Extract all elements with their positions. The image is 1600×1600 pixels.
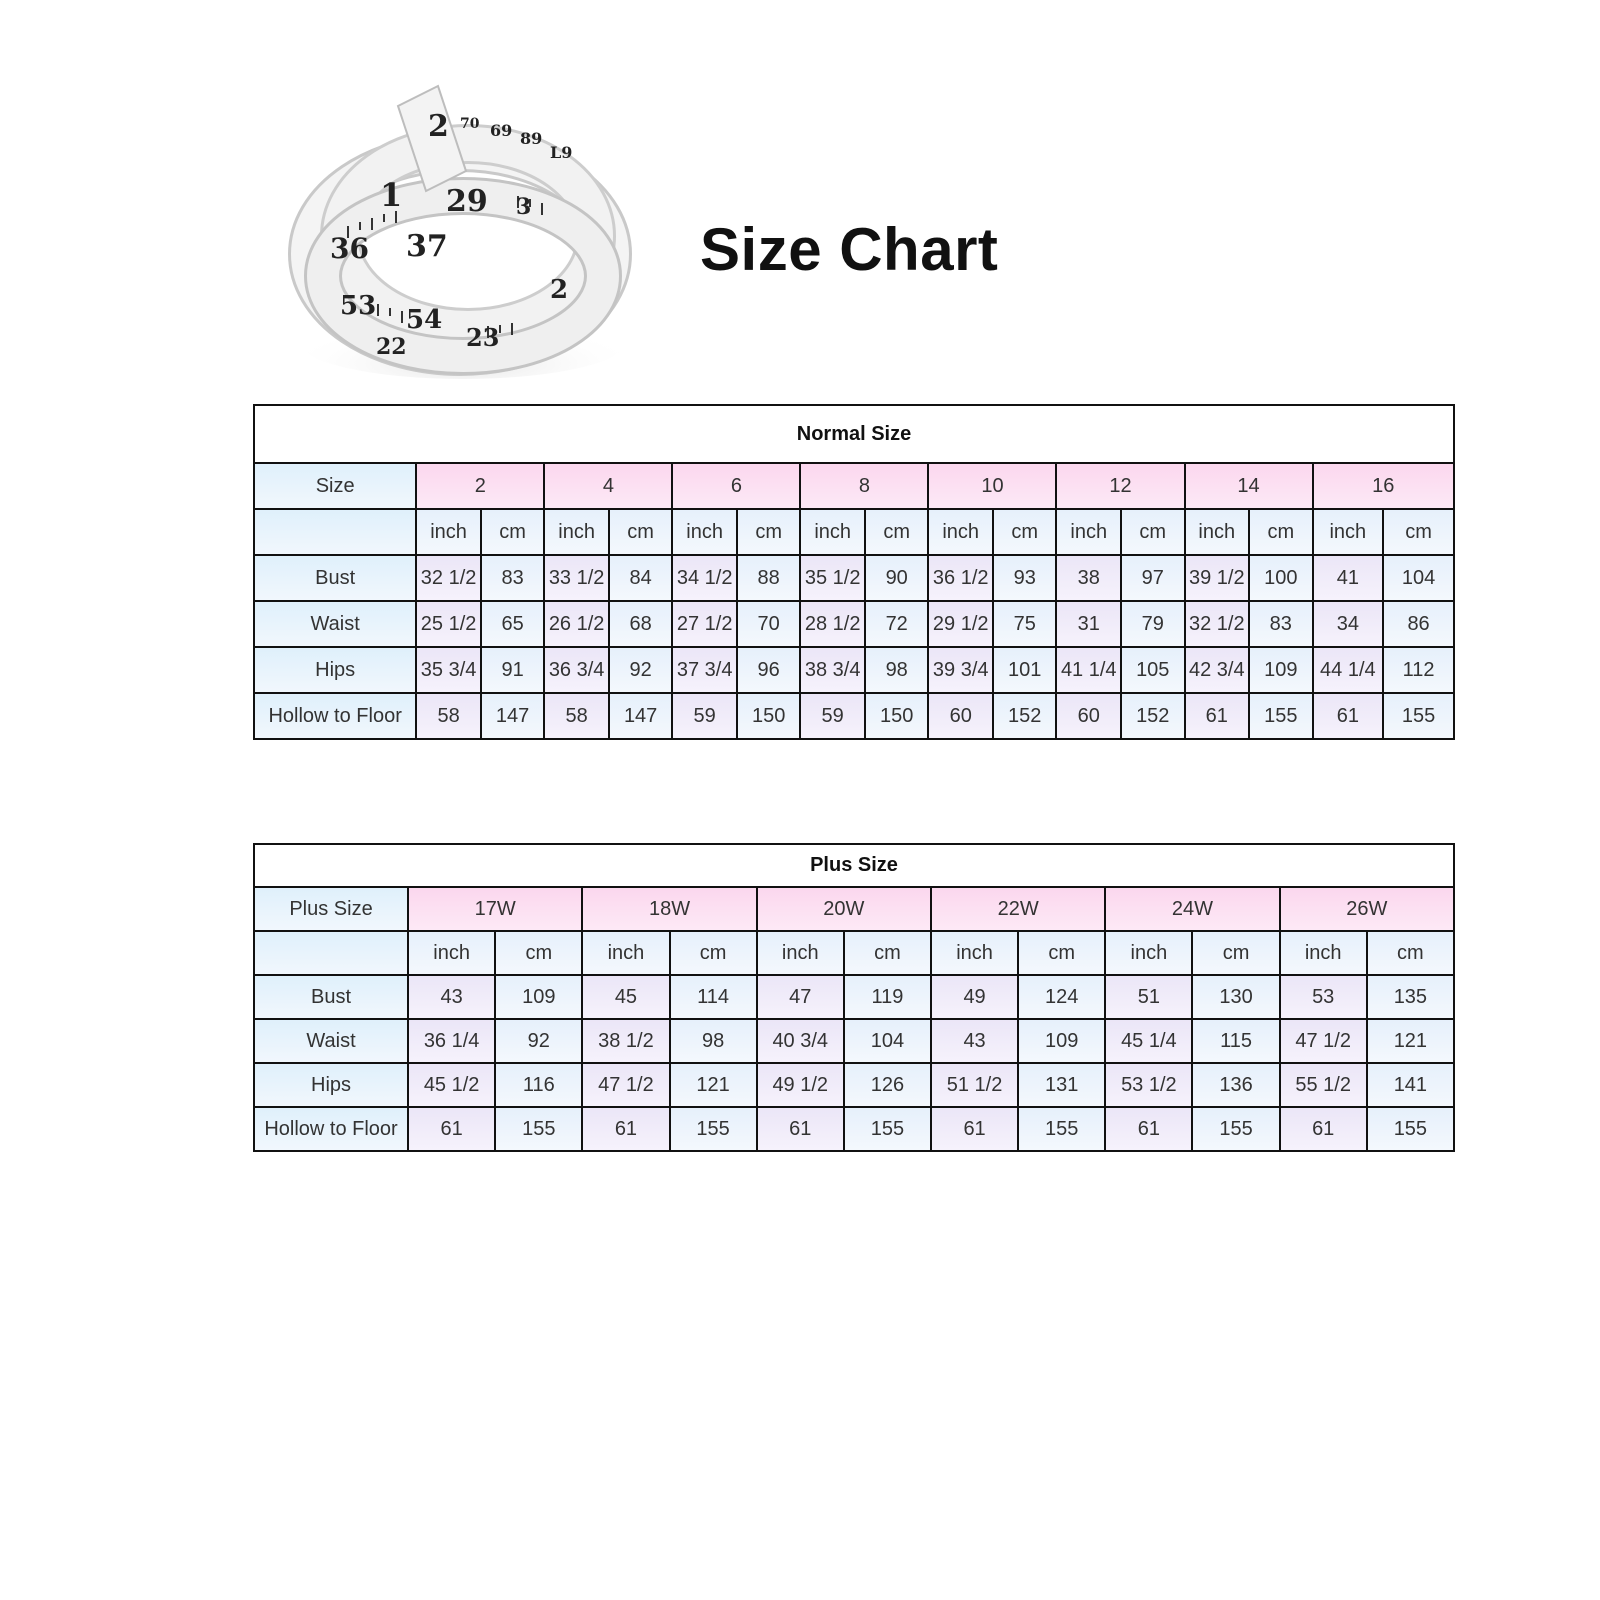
tape-number: 23 (466, 323, 500, 352)
value-waist-inch: 40 3/4 (757, 1019, 844, 1063)
value-hollow-to-floor-inch: 61 (582, 1107, 669, 1151)
value-bust-inch: 51 (1105, 975, 1192, 1019)
value-waist-inch: 31 (1056, 601, 1121, 647)
value-hips-cm: 92 (609, 647, 673, 693)
value-bust-inch: 41 (1313, 555, 1384, 601)
value-waist-cm: 65 (481, 601, 545, 647)
unit-inch: inch (800, 509, 865, 555)
table-row-waist (254, 1019, 1454, 1063)
value-hollow-to-floor-cm: 155 (1383, 693, 1454, 739)
value-bust-inch: 45 (582, 975, 669, 1019)
size-header-2: 2 (416, 463, 544, 509)
table-row-hollow-to-floor (254, 1107, 1454, 1151)
value-waist-inch: 43 (931, 1019, 1018, 1063)
size-header-14: 14 (1185, 463, 1313, 509)
tape-number: 2 (428, 109, 449, 144)
unit-inch: inch (672, 509, 737, 555)
value-waist-cm: 109 (1018, 1019, 1105, 1063)
tape-number: 69 (490, 121, 513, 140)
tape-number: 53 (340, 291, 377, 321)
value-hollow-to-floor-inch: 59 (800, 693, 865, 739)
unit-cm: cm (865, 509, 929, 555)
value-hollow-to-floor-cm: 150 (865, 693, 929, 739)
value-waist-inch: 32 1/2 (1185, 601, 1250, 647)
unit-cm: cm (737, 509, 801, 555)
unit-cm: cm (1383, 509, 1454, 555)
value-hollow-to-floor-cm: 155 (1249, 693, 1313, 739)
size-header-17w: 17W (408, 887, 582, 931)
row-label-waist: Waist (254, 1019, 408, 1063)
value-waist-cm: 68 (609, 601, 673, 647)
value-hips-inch: 53 1/2 (1105, 1063, 1192, 1107)
value-bust-cm: 84 (609, 555, 673, 601)
value-hips-cm: 91 (481, 647, 545, 693)
value-waist-cm: 75 (993, 601, 1057, 647)
unit-inch: inch (1313, 509, 1384, 555)
row-label-hollow-to-floor: Hollow to Floor (254, 1107, 408, 1151)
value-bust-inch: 49 (931, 975, 1018, 1019)
value-hips-cm: 131 (1018, 1063, 1105, 1107)
unit-inch: inch (1105, 931, 1192, 975)
tape-number: 37 (406, 229, 448, 264)
size-header-4: 4 (544, 463, 672, 509)
value-hips-inch: 41 1/4 (1056, 647, 1121, 693)
unit-inch: inch (1185, 509, 1250, 555)
unit-inch: inch (931, 931, 1018, 975)
value-waist-inch: 45 1/4 (1105, 1019, 1192, 1063)
table-row-hollow-to-floor (254, 693, 1454, 739)
tape-number: L9 (550, 143, 573, 162)
value-hips-inch: 35 3/4 (416, 647, 481, 693)
value-hips-inch: 39 3/4 (928, 647, 993, 693)
value-hollow-to-floor-inch: 61 (1280, 1107, 1367, 1151)
value-waist-cm: 79 (1121, 601, 1185, 647)
value-bust-inch: 33 1/2 (544, 555, 609, 601)
unit-header-blank (254, 931, 408, 975)
value-waist-cm: 92 (495, 1019, 582, 1063)
size-header-6: 6 (672, 463, 800, 509)
value-hips-cm: 112 (1383, 647, 1454, 693)
value-hollow-to-floor-cm: 155 (670, 1107, 757, 1151)
value-bust-cm: 109 (495, 975, 582, 1019)
unit-inch: inch (416, 509, 481, 555)
value-bust-inch: 53 (1280, 975, 1367, 1019)
unit-inch: inch (582, 931, 669, 975)
unit-cm: cm (495, 931, 582, 975)
tape-number: 2 (550, 275, 569, 305)
value-hips-inch: 55 1/2 (1280, 1063, 1367, 1107)
unit-inch: inch (544, 509, 609, 555)
value-hips-inch: 44 1/4 (1313, 647, 1384, 693)
value-hips-inch: 47 1/2 (582, 1063, 669, 1107)
unit-cm: cm (1249, 509, 1313, 555)
value-bust-cm: 83 (481, 555, 545, 601)
size-header-18w: 18W (582, 887, 756, 931)
size-header-22w: 22W (931, 887, 1105, 931)
value-hips-cm: 98 (865, 647, 929, 693)
value-hollow-to-floor-cm: 155 (1018, 1107, 1105, 1151)
value-hollow-to-floor-cm: 155 (1192, 1107, 1279, 1151)
value-bust-cm: 100 (1249, 555, 1313, 601)
table-row-hips (254, 647, 1454, 693)
value-hollow-to-floor-cm: 147 (481, 693, 545, 739)
row-label-hips: Hips (254, 647, 416, 693)
value-hollow-to-floor-inch: 61 (1313, 693, 1384, 739)
value-hollow-to-floor-inch: 60 (928, 693, 993, 739)
value-hollow-to-floor-inch: 59 (672, 693, 737, 739)
unit-inch: inch (1280, 931, 1367, 975)
value-hollow-to-floor-inch: 61 (1185, 693, 1250, 739)
table-row-bust (254, 975, 1454, 1019)
value-hollow-to-floor-inch: 58 (544, 693, 609, 739)
value-waist-cm: 104 (844, 1019, 931, 1063)
value-waist-cm: 72 (865, 601, 929, 647)
value-hips-cm: 101 (993, 647, 1057, 693)
value-bust-cm: 114 (670, 975, 757, 1019)
unit-header-row (254, 509, 1454, 555)
size-header-label: Plus Size (254, 887, 408, 931)
value-hips-inch: 49 1/2 (757, 1063, 844, 1107)
unit-cm: cm (1192, 931, 1279, 975)
size-header-row (254, 887, 1454, 931)
value-waist-inch: 36 1/4 (408, 1019, 495, 1063)
value-bust-inch: 32 1/2 (416, 555, 481, 601)
table-row-bust (254, 555, 1454, 601)
row-label-waist: Waist (254, 601, 416, 647)
value-waist-cm: 83 (1249, 601, 1313, 647)
value-hollow-to-floor-cm: 155 (1367, 1107, 1454, 1151)
table-caption-row (254, 405, 1454, 463)
tape-number: 29 (446, 184, 488, 219)
size-header-12: 12 (1056, 463, 1184, 509)
tape-number: 1 (380, 176, 403, 214)
value-bust-inch: 35 1/2 (800, 555, 865, 601)
row-label-hips: Hips (254, 1063, 408, 1107)
value-hollow-to-floor-cm: 150 (737, 693, 801, 739)
value-bust-cm: 130 (1192, 975, 1279, 1019)
value-waist-inch: 29 1/2 (928, 601, 993, 647)
unit-header-row (254, 931, 1454, 975)
table-row-waist (254, 601, 1454, 647)
value-hollow-to-floor-inch: 61 (408, 1107, 495, 1151)
table-caption: Normal Size (254, 405, 1454, 463)
row-label-bust: Bust (254, 555, 416, 601)
row-label-hollow-to-floor: Hollow to Floor (254, 693, 416, 739)
value-waist-cm: 115 (1192, 1019, 1279, 1063)
value-bust-cm: 97 (1121, 555, 1185, 601)
value-waist-inch: 27 1/2 (672, 601, 737, 647)
value-hollow-to-floor-inch: 58 (416, 693, 481, 739)
tape-number: 36 (330, 232, 369, 265)
value-hollow-to-floor-cm: 155 (495, 1107, 582, 1151)
unit-cm: cm (670, 931, 757, 975)
value-waist-inch: 34 (1313, 601, 1384, 647)
normal-size-table (253, 404, 1455, 740)
value-hollow-to-floor-cm: 152 (1121, 693, 1185, 739)
unit-inch: inch (408, 931, 495, 975)
value-hips-inch: 36 3/4 (544, 647, 609, 693)
unit-header-blank (254, 509, 416, 555)
value-hollow-to-floor-cm: 147 (609, 693, 673, 739)
value-hips-inch: 45 1/2 (408, 1063, 495, 1107)
unit-cm: cm (1018, 931, 1105, 975)
value-hips-inch: 38 3/4 (800, 647, 865, 693)
unit-cm: cm (481, 509, 545, 555)
table-caption: Plus Size (254, 844, 1454, 887)
plus-size-table (253, 843, 1455, 1152)
size-header-16: 16 (1313, 463, 1454, 509)
size-header-10: 10 (928, 463, 1056, 509)
size-header-8: 8 (800, 463, 928, 509)
value-waist-cm: 86 (1383, 601, 1454, 647)
size-header-20w: 20W (757, 887, 931, 931)
value-bust-cm: 90 (865, 555, 929, 601)
unit-inch: inch (928, 509, 993, 555)
value-hips-cm: 109 (1249, 647, 1313, 693)
unit-cm: cm (844, 931, 931, 975)
value-waist-cm: 70 (737, 601, 801, 647)
value-bust-inch: 36 1/2 (928, 555, 993, 601)
unit-cm: cm (993, 509, 1057, 555)
value-bust-cm: 93 (993, 555, 1057, 601)
value-waist-inch: 26 1/2 (544, 601, 609, 647)
size-header-24w: 24W (1105, 887, 1279, 931)
value-hips-cm: 105 (1121, 647, 1185, 693)
measuring-tape-image (288, 76, 638, 386)
value-bust-cm: 88 (737, 555, 801, 601)
value-hips-inch: 37 3/4 (672, 647, 737, 693)
value-bust-cm: 119 (844, 975, 931, 1019)
value-bust-inch: 34 1/2 (672, 555, 737, 601)
value-waist-inch: 28 1/2 (800, 601, 865, 647)
value-waist-inch: 47 1/2 (1280, 1019, 1367, 1063)
unit-cm: cm (1121, 509, 1185, 555)
value-hips-cm: 141 (1367, 1063, 1454, 1107)
unit-cm: cm (609, 509, 673, 555)
value-hollow-to-floor-cm: 155 (844, 1107, 931, 1151)
value-waist-cm: 98 (670, 1019, 757, 1063)
value-bust-inch: 43 (408, 975, 495, 1019)
value-hips-cm: 121 (670, 1063, 757, 1107)
tape-number: 70 (460, 116, 480, 132)
value-hollow-to-floor-inch: 61 (931, 1107, 1018, 1151)
value-hips-cm: 136 (1192, 1063, 1279, 1107)
tape-number: 89 (520, 129, 543, 148)
value-bust-cm: 135 (1367, 975, 1454, 1019)
value-waist-inch: 25 1/2 (416, 601, 481, 647)
value-bust-inch: 47 (757, 975, 844, 1019)
value-hollow-to-floor-cm: 152 (993, 693, 1057, 739)
value-hips-cm: 96 (737, 647, 801, 693)
value-hips-cm: 116 (495, 1063, 582, 1107)
value-bust-cm: 124 (1018, 975, 1105, 1019)
value-hollow-to-floor-inch: 60 (1056, 693, 1121, 739)
unit-inch: inch (757, 931, 844, 975)
value-hips-inch: 51 1/2 (931, 1063, 1018, 1107)
size-header-label: Size (254, 463, 416, 509)
tape-number: 54 (406, 305, 443, 335)
size-header-row (254, 463, 1454, 509)
tape-number: 3 (516, 194, 532, 220)
table-row-hips (254, 1063, 1454, 1107)
table-caption-row (254, 844, 1454, 887)
unit-inch: inch (1056, 509, 1121, 555)
value-hollow-to-floor-inch: 61 (1105, 1107, 1192, 1151)
value-bust-inch: 39 1/2 (1185, 555, 1250, 601)
value-bust-cm: 104 (1383, 555, 1454, 601)
value-waist-inch: 38 1/2 (582, 1019, 669, 1063)
value-hips-inch: 42 3/4 (1185, 647, 1250, 693)
value-bust-inch: 38 (1056, 555, 1121, 601)
value-hollow-to-floor-inch: 61 (757, 1107, 844, 1151)
page-title: Size Chart (700, 216, 999, 283)
unit-cm: cm (1367, 931, 1454, 975)
value-hips-cm: 126 (844, 1063, 931, 1107)
size-header-26w: 26W (1280, 887, 1454, 931)
tape-number: 22 (376, 334, 407, 360)
value-waist-cm: 121 (1367, 1019, 1454, 1063)
row-label-bust: Bust (254, 975, 408, 1019)
